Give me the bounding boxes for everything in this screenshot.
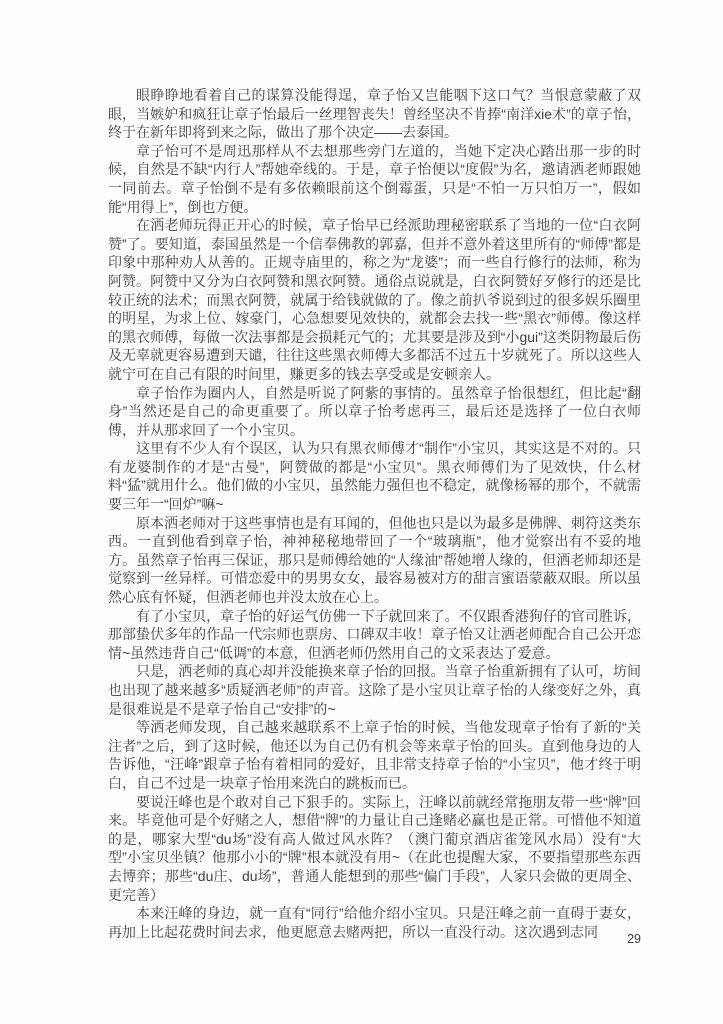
paragraph-1: 眼睁睁地看着自己的谋算没能得逞，章子怡又岂能咽下这口气？当恨意蒙蔽了双眼，当嫉妒和疯狂让章子怡最后一丝理智丧失！曾经坚决不肯捧“南洋xie术”的章子怡，终于在新年即将到来之际，做出了那个决定——去泰国。 (108, 87, 641, 141)
paragraph-6: 原本洒老师对于这些事情也是有耳闻的，但他也只是以为最多是佛牌、刺符这类东西。一直到他看到章子怡，神神秘秘地带回了一个“玻璃瓶”，他才觉察出有不妥的地方。虽然章子怡再三保证，那只是师傅给她的“人缘油”帮她增人缘的，但洒老师却还是觉察到一丝异样。可惜恋爱中的男男女女，最容易被对方的甜言蜜语蒙蔽双眼。所以虽然心底有怀疑，但洒老师也并没太放在心上。 (108, 514, 641, 606)
paragraph-3: 在洒老师玩得正开心的时候，章子怡早已经派助理秘密联系了当地的一位“白衣阿赞”了。要知道，泰国虽然是一个信奉佛教的郭嘉，但并不意外着这里所有的“师傅”都是印象中那种劝人从善的。正规寺庙里的，称之为“龙婆”；而一些自行修行的法师，称为阿赞。阿赞中又分为白衣阿赞和黑衣阿赞。通俗点说就是，白衣阿赞好歹修行的还是比较正统的法术；而黑衣阿赞，就属于给钱就做的了。像之前扒爷说到过的很多娱乐圈里的明星，为求上位、嫁豪门，心急想要见效快的，就都会去找一些“黑衣”师傅。像这样的黑衣师傅，每做一次法事都是会损耗元气的；尤其要是涉及到“小gui”这类阴物最后伤及无辜就更容易遭到天谴，往往这些黑衣师傅大多都活不过五十岁就死了。所以这些人就宁可在自己有限的时间里，赚更多的钱去享受或是安顿亲人。 (108, 217, 641, 382)
paragraph-7: 有了小宝贝，章子怡的好运气仿佛一下子就回来了。不仅跟香港狗仔的官司胜诉，那部蛰伏多年的作品一代宗师也票房、口碑双丰收！章子怡又让洒老师配合自己公开恋情~虽然违背自己“低调”的本意，但洒老师仍然用自己的文采表达了爱意。 (108, 607, 641, 661)
page-number: 29 (627, 932, 641, 946)
paragraph-4: 章子怡作为圈内人，自然是听说了阿紫的事情的。虽然章子怡很想红，但比起“翻身”当然还是自己的命更重要了。所以章子怡考虑再三，最后还是选择了一位白衣师傅，并从那求回了一个小宝贝。 (108, 384, 641, 438)
paragraph-8: 只是，洒老师的真心却并没能换来章子怡的回报。当章子怡重新拥有了认可，坊间也出现了越来越多“质疑洒老师”的声音。这除了是小宝贝让章子怡的人缘变好之外，真是很难说是不是章子怡自己“安排”的~ (108, 663, 641, 717)
paragraph-10: 要说汪峰也是个敢对自己下狠手的。实际上，汪峰以前就经常拖朋友带一些“牌”回来。毕竟他可是个好赌之人，想借“牌”的力量让自己逢赌必赢也是正常。可惜他不知道的是，哪家大型“du场”没有高人做过风水阵？（澳门葡京酒店雀笼风水局）没有“大型”小宝贝坐镇？他那小小的“牌”根本就没有用~（在此也提醒大家，不要指望那些东西去博弈；那些“du庄、du场”，普通人能想到的那些“偏门手段”，人家只会做的更周全、更完善） (108, 793, 641, 903)
paragraph-5: 这里有不少人有个误区，认为只有黑衣师傅才“制作”小宝贝，其实这是不对的。只有龙婆制作的才是“古曼”，阿赞做的都是“小宝贝”。黑衣师傅们为了见效快，什么材料“猛”就用什么。他们做的小宝贝，虽然能力强但也不稳定，就像杨幂的那个，不就需要三年一“回炉”嘛~ (108, 440, 641, 513)
paragraph-2: 章子怡可不是周迅那样从不去想那些旁门左道的，当她下定决心踏出那一步的时候，自然是不缺“内行人”帮她牵线的。于是，章子怡便以“度假”为名，邀请洒老师跟她一同前去。章子怡倒不是有多依赖眼前这个倒霉蛋，只是“不怕一万只怕万一”，假如能“用得上”，倒也方便。 (108, 142, 641, 215)
body-text (108, 86, 641, 941)
paragraph-11: 本来汪峰的身边，就一直有“同行”给他介绍小宝贝。只是汪峰之前一直碍于妻女，再加上比起花费时间去求，他更愿意去赌两把，所以一直没行动。这次遇到志同 (108, 905, 641, 940)
paragraph-9: 等洒老师发现，自己越来越联系不上章子怡的时候，当他发现章子怡有了新的“关注者”之后，到了这时候，他还以为自己仍有机会等来章子怡的回头。直到他身边的人告诉他，“汪峰”跟章子怡有着相同的爱好，且非常支持章子怡的“小宝贝”，他才终于明白，自己不过是一块章子怡用来洗白的跳板而已。 (108, 719, 641, 791)
